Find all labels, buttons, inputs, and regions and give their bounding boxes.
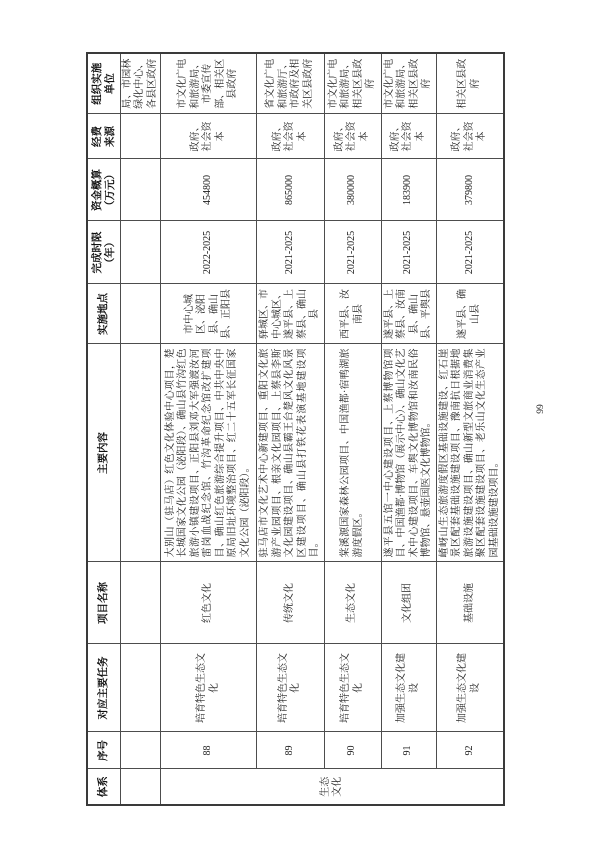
- cell-location: 驿城区、市中心城区、遂平县、上蔡县、确山县: [257, 284, 325, 344]
- cell-budget: 379800: [436, 159, 504, 221]
- cell-project: 生态文化: [324, 562, 381, 644]
- cell-budget: 454800: [161, 159, 257, 221]
- cell-serial: 88: [161, 732, 257, 769]
- cell-org-unit: 市文化广电和旅游局、相关区县政府: [381, 53, 436, 114]
- col-header-content: 主要内容: [87, 344, 120, 562]
- cell-task: 加强生态文化建设: [381, 644, 436, 732]
- table-row-89: [257, 53, 325, 805]
- cell-period: 2021-2025: [381, 221, 436, 284]
- carryover-row: [120, 53, 161, 805]
- cell-period-empty: [120, 221, 161, 284]
- cell-main-content: 驻马店市文化艺术中心新建项目、重阳文化旅游产业园项目、根亲文化园项目、上蔡县李斯文化园建设项目、确山县霸王台楚风文化风景区建设项目、确山县打铁花表演基地建设项目。: [257, 344, 325, 562]
- cell-funding-empty: [120, 114, 161, 159]
- cell-main-content: 嵖岈山生态旅游度假区基础设施建设、红石崖景区配套基础设施建设项目、豫南抗日根据地旅游设施建设项目、确山新型文旅商业消费集聚区配套设施建设项目、老乐山文化生态产业园基础设施建设项目。: [436, 344, 504, 562]
- cell-period: 2021-2025: [324, 221, 381, 284]
- cell-task: 培育特色生态文化: [161, 644, 257, 732]
- col-header-budget: 资金概算 （万元）: [87, 159, 120, 221]
- project-plan-table: [86, 52, 505, 806]
- cell-period: 2021-2025: [257, 221, 325, 284]
- cell-location-empty: [120, 284, 161, 344]
- cell-location: 遂平县、上蔡县、汝南县、确山县、平舆县: [381, 284, 436, 344]
- cell-system-category: 生态文化: [161, 769, 505, 805]
- cell-task-empty: [120, 644, 161, 732]
- table-row-92: [436, 53, 504, 805]
- cell-system-empty: [120, 769, 161, 805]
- cell-funding: 政府、社会资本: [161, 114, 257, 159]
- cell-funding: 政府、社会资本: [436, 114, 504, 159]
- cell-main-content: 大别山（驻马店）红色文化体验中心项目，楚长城国家文化公园（泌阳段）、确山县竹沟红色旅游小镇建设项目、正阳县刘邓大军强渡汝河雷岗血战纪念馆、竹沟革命纪念馆改扩建项目、确山红色旅游综合提升项目、中共中央中原局旧址环境整治项目、红二十五军长征国家文化公园（泌阳段）。: [161, 344, 257, 562]
- cell-project: 文化组团: [381, 562, 436, 644]
- cell-task: 培育特色生态文化: [257, 644, 325, 732]
- cell-org-unit: 局、市园林绿化中心、各县区政府: [120, 53, 161, 114]
- cell-main-content: 遂平县五馆一中心建设项目、上蔡博物馆项目、中国渔都·博物馆（展示中心）、确山文化艺术中心建设项目、车舆文化博物馆和汝南民俗博物馆、悬壶国医文化博物馆。: [381, 344, 436, 562]
- cell-serial: 92: [436, 732, 504, 769]
- cell-location: 西平县、汝南县: [324, 284, 381, 344]
- cell-serial-empty: [120, 732, 161, 769]
- rotated-table-container: [86, 54, 500, 806]
- cell-serial: 91: [381, 732, 436, 769]
- col-header-project: 项目名称: [87, 562, 120, 644]
- cell-period: 2022-2025: [161, 221, 257, 284]
- col-header-system: 体系: [87, 769, 120, 805]
- cell-funding: 政府、社会资本: [381, 114, 436, 159]
- col-header-location: 实施地点: [87, 284, 120, 344]
- cell-budget-empty: [120, 159, 161, 221]
- table-row-88: [161, 53, 257, 805]
- cell-location: 遂平县、确山县: [436, 284, 504, 344]
- cell-project-empty: [120, 562, 161, 644]
- col-header-task: 对应主要任务: [87, 644, 120, 732]
- cell-task: 加强生态文化建设: [436, 644, 504, 732]
- table-row-91: [381, 53, 436, 805]
- cell-project: 红色文化: [161, 562, 257, 644]
- cell-org-unit: 相关区县政府: [436, 53, 504, 114]
- cell-funding: 政府、社会资本: [324, 114, 381, 159]
- col-header-funding: 经费 来源: [87, 114, 120, 159]
- cell-org-unit: 省文化广电和旅游厅、市政府及相关区县政府: [257, 53, 325, 114]
- cell-location: 市中心城区、泌阳县、确山县、正阳县: [161, 284, 257, 344]
- cell-content-empty: [120, 344, 161, 562]
- cell-project: 基础设施: [436, 562, 504, 644]
- col-header-org-unit: 组织实施 单位: [87, 53, 120, 114]
- page-number: 99: [535, 404, 546, 414]
- cell-org-unit: 市文化广电和旅游局、相关区县政府: [324, 53, 381, 114]
- col-header-period: 完成时限 （年）: [87, 221, 120, 284]
- cell-period: 2021-2025: [436, 221, 504, 284]
- header-row: [87, 53, 120, 805]
- cell-serial: 89: [257, 732, 325, 769]
- cell-funding: 政府、社会资本: [257, 114, 325, 159]
- cell-serial: 90: [324, 732, 381, 769]
- cell-org-unit: 市文化广电和旅游局、市委宣传部、相关区县政府: [161, 53, 257, 114]
- col-header-serial: 序号: [87, 732, 120, 769]
- cell-budget: 183900: [381, 159, 436, 221]
- cell-project: 传统文化: [257, 562, 325, 644]
- cell-task: 培育特色生态文化: [324, 644, 381, 732]
- cell-budget: 380000: [324, 159, 381, 221]
- table-row-90: [324, 53, 381, 805]
- cell-main-content: 棠溪源国家森林公园项目、中国渔都·宿鸭湖旅游度假区。: [324, 344, 381, 562]
- cell-budget: 865000: [257, 159, 325, 221]
